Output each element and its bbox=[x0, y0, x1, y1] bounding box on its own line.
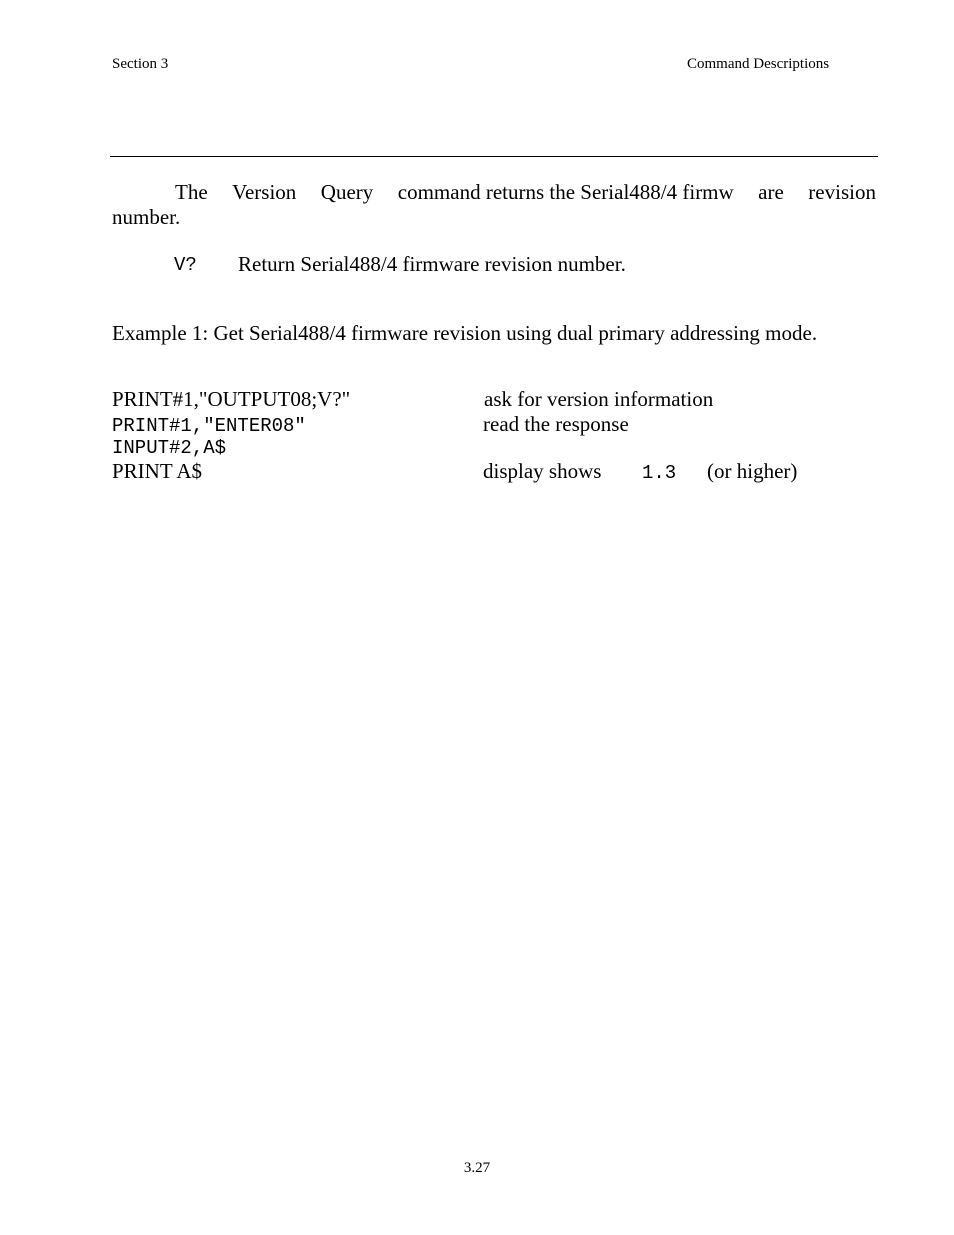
code-comment: display shows bbox=[483, 459, 602, 483]
intro-word: command returns the Serial488/4 firmw bbox=[397, 180, 734, 204]
intro-line-2: number. bbox=[112, 205, 181, 229]
code-comment: ask for version information bbox=[484, 387, 714, 411]
header-rule bbox=[110, 156, 878, 157]
command-code: V? bbox=[174, 254, 197, 276]
code-line: INPUT#2,A$ bbox=[112, 437, 227, 459]
display-value-suffix: (or higher) bbox=[707, 459, 798, 483]
intro-word: Query bbox=[320, 180, 374, 204]
code-comment: read the response bbox=[483, 412, 629, 436]
code-line: PRINT#1,"ENTER08" bbox=[112, 415, 306, 437]
intro-word: Version bbox=[232, 180, 297, 204]
intro-word: revision bbox=[808, 180, 876, 204]
header-chapter: Command Descriptions bbox=[687, 56, 830, 72]
command-description: Return Serial488/4 firmware revision number. bbox=[238, 252, 626, 276]
intro-word: The bbox=[175, 180, 208, 204]
example-title: Example 1: Get Serial488/4 firmware revision using dual primary addressing mode. bbox=[112, 321, 818, 345]
code-line: PRINT#1,"OUTPUT08;V?" bbox=[112, 387, 351, 411]
display-value: 1.3 bbox=[642, 462, 677, 484]
code-line: PRINT A$ bbox=[112, 459, 203, 483]
intro-paragraph bbox=[112, 180, 876, 230]
intro-line-1 bbox=[112, 180, 876, 205]
intro-word: are bbox=[758, 180, 784, 204]
page-number: 3.27 bbox=[463, 1160, 491, 1176]
header-section: Section 3 bbox=[112, 56, 169, 72]
